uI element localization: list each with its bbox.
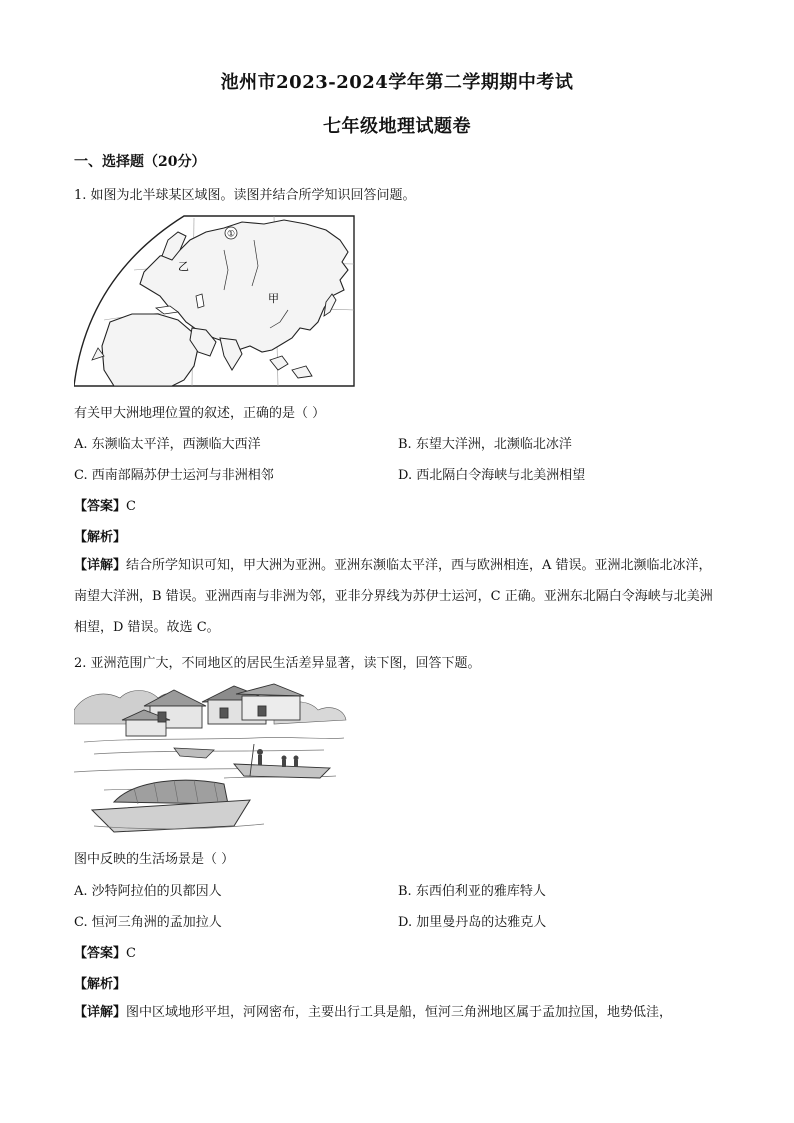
q2-analysis-label: 【解析】 [74,977,127,992]
northern-hemisphere-map [74,210,358,390]
q1-answer [74,495,136,514]
q2-option-c: C. 恒河三角洲的孟加拉人 [74,915,222,930]
q1-analysis-label: 【解析】 [74,530,127,545]
exam-title: 池州市2023-2024学年第二学期期中考试 [220,72,574,93]
q1-stem: 1. 如图为北半球某区域图。读图并结合所学知识回答问题。 [74,188,416,203]
q1-question: 有关甲大洲地理位置的叙述，正确的是（ ） [74,406,326,421]
delta-village-scene [74,680,350,840]
q1-detail-label: 【详解】 [74,558,127,573]
q2-detail-label: 【详解】 [74,1005,127,1020]
q1-map-figure [74,210,358,390]
q2-detail-text: 图中区域地形平坦，河网密布，主要出行工具是船，恒河三角洲地区属于孟加拉国，地势低洼， [126,1005,673,1020]
exam-subtitle: 七年级地理试题卷 [323,116,471,137]
q1-detail-text: 结合所学知识可知，甲大洲为亚洲。亚洲东濒临太平洋，西与欧洲相连，A 错误。亚洲北濒临北冰洋，南望大洋洲，B 错误。亚洲西南与非洲为邻，亚非分界线为苏伊士运河，C 正确。亚洲东北隔白令海峡与北美洲相望，D 错误。故选 C。 [74,558,713,635]
map-label-jia: 甲 [268,292,279,305]
map-label-yi: 乙 [178,260,189,273]
q1-answer-label: 【答案】 [74,499,127,514]
q2-scene-figure [74,680,350,840]
section-heading: 一、选择题（20分） [74,154,206,170]
q1-option-b: B. 东望大洋洲，北濒临北冰洋 [398,437,572,452]
q2-option-a: A. 沙特阿拉伯的贝都因人 [74,884,222,899]
q1-option-a: A. 东濒临太平洋，西濒临大西洋 [74,437,261,452]
q2-detail [74,997,720,1028]
q1-option-d: D. 西北隔白令海峡与北美洲相望 [398,468,586,483]
q1-option-c: C. 西南部隔苏伊士运河与非洲相邻 [74,468,274,483]
q2-option-d: D. 加里曼丹岛的达雅克人 [398,915,547,930]
q1-answer-value: C [126,499,136,514]
q2-answer-value: C [126,946,136,961]
q2-answer-label: 【答案】 [74,946,127,961]
q1-detail [74,550,720,643]
q2-option-b: B. 东西伯利亚的雅库特人 [398,884,546,899]
q2-question: 图中反映的生活场景是（ ） [74,852,235,867]
q2-stem: 2. 亚洲范围广大，不同地区的居民生活差异显著，读下图，回答下题。 [74,656,481,671]
q2-answer [74,942,136,961]
map-label-circle1: ① [226,229,236,240]
